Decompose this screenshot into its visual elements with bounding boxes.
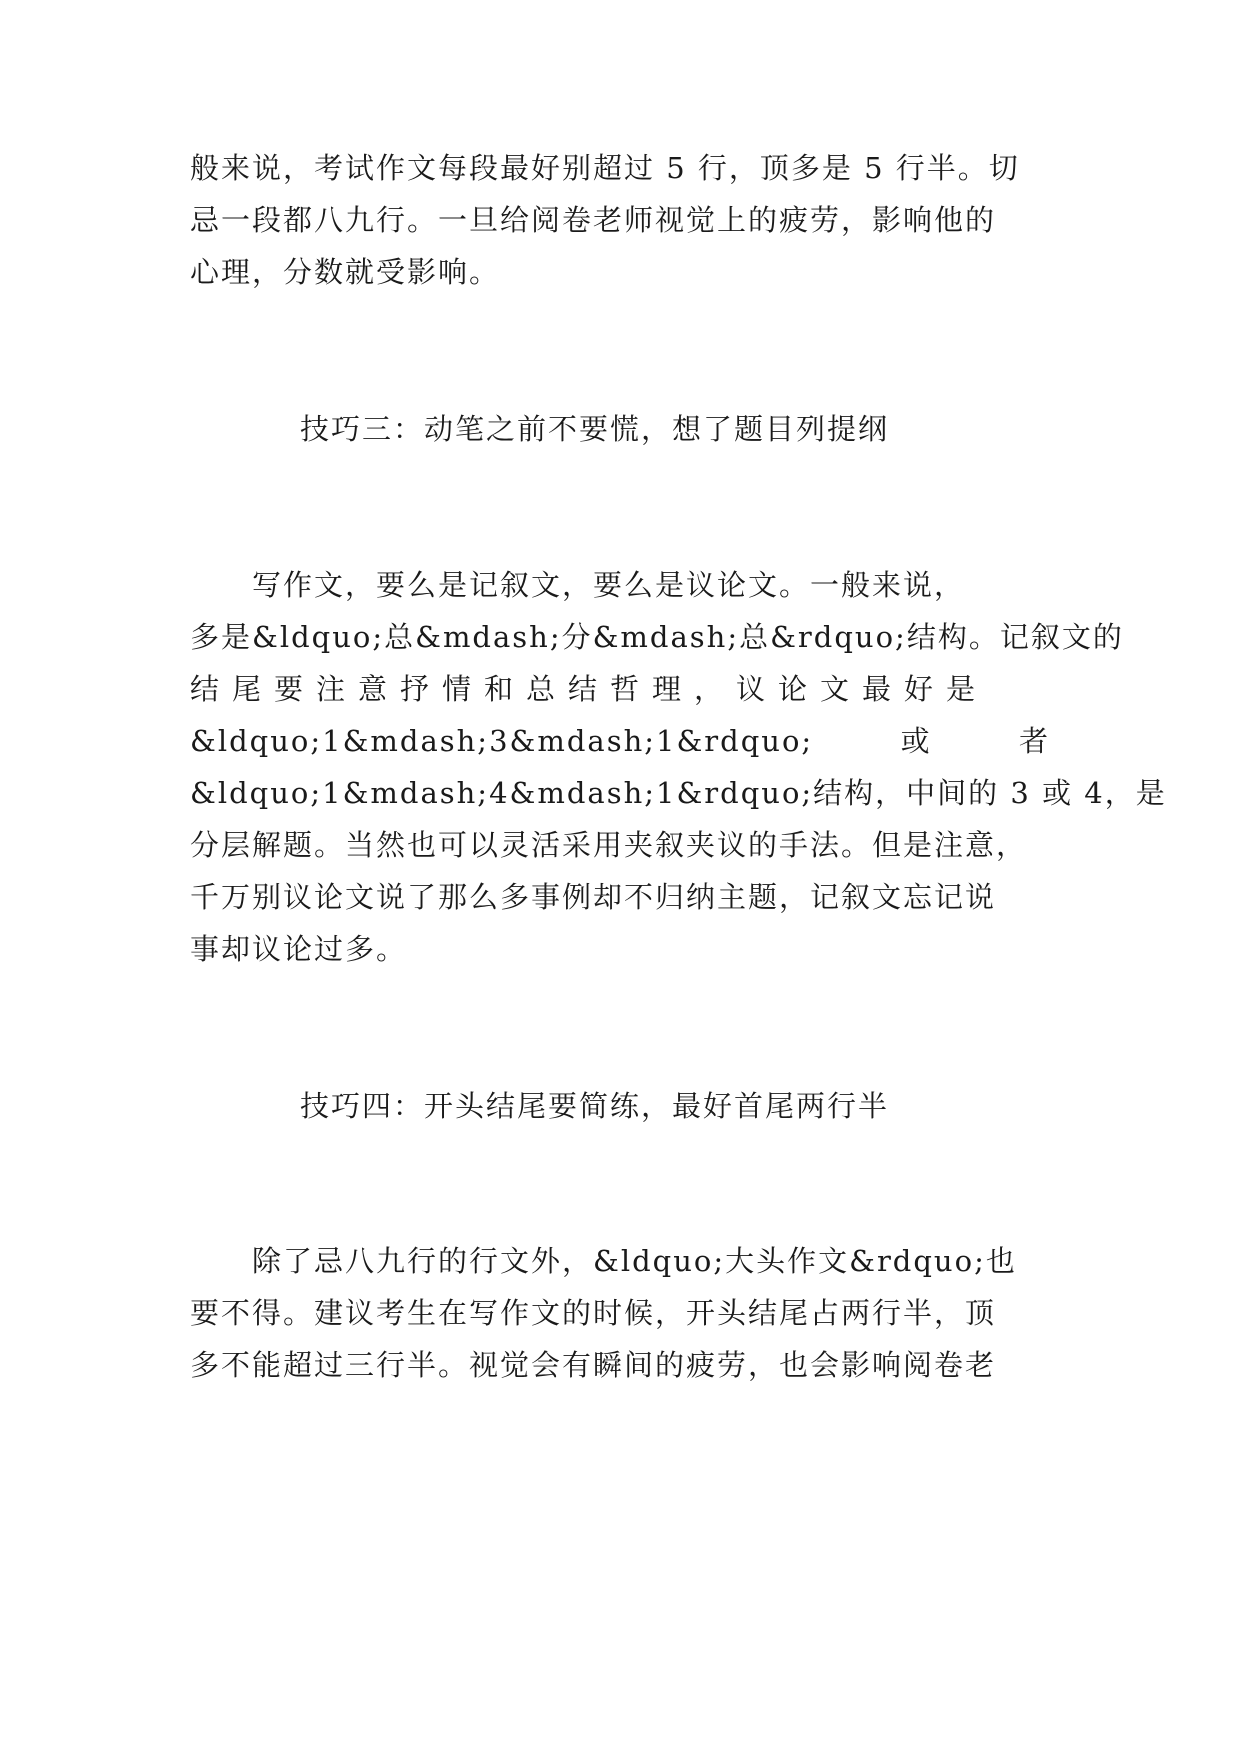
heading-tip-three: 技巧三：动笔之前不要慌，想了题目列提纲	[300, 412, 890, 446]
para2-line-3: 结尾要注意抒情和总结哲理，议论文最好是	[190, 672, 989, 706]
para3-line-3: 多不能超过三行半。视觉会有瞬间的疲劳，也会影响阅卷老	[190, 1348, 997, 1382]
para2-line-5: &ldquo;1&mdash;4&mdash;1&rdquo;结构，中间的 3 或 4，是	[190, 776, 1167, 810]
para1-line-2: 忌一段都八九行。一旦给阅卷老师视觉上的疲劳，影响他的	[190, 203, 997, 237]
para2-line-4-part-b: 或	[900, 724, 932, 758]
para2-line-4	[190, 721, 1050, 761]
para1-line-1: 般来说，考试作文每段最好别超过 5 行，顶多是 5 行半。切	[190, 151, 1020, 185]
para2-line-4-part-c: 者	[1018, 724, 1050, 758]
para2-line-8: 事却议论过多。	[190, 932, 408, 966]
para2-line-7: 千万别议论文说了那么多事例却不归纳主题，记叙文忘记说	[190, 880, 997, 914]
para2-line-6: 分层解题。当然也可以灵活采用夹叙夹议的手法。但是注意，	[190, 828, 1028, 862]
para2-line-2: 多是&ldquo;总&mdash;分&mdash;总&rdquo;结构。记叙文的	[190, 620, 1124, 654]
para1-line-3: 心理，分数就受影响。	[190, 255, 501, 289]
para3-line-2: 要不得。建议考生在写作文的时候，开头结尾占两行半，顶	[190, 1296, 997, 1330]
para3-line-1: 除了忌八九行的行文外，&ldquo;大头作文&rdquo;也	[190, 1244, 1017, 1278]
para2-line-4-part-a: &ldquo;1&mdash;3&mdash;1&rdquo;	[190, 724, 814, 758]
para2-line-1: 写作文，要么是记叙文，要么是议论文。一般来说，	[190, 568, 966, 602]
heading-tip-four: 技巧四：开头结尾要简练，最好首尾两行半	[300, 1089, 890, 1123]
